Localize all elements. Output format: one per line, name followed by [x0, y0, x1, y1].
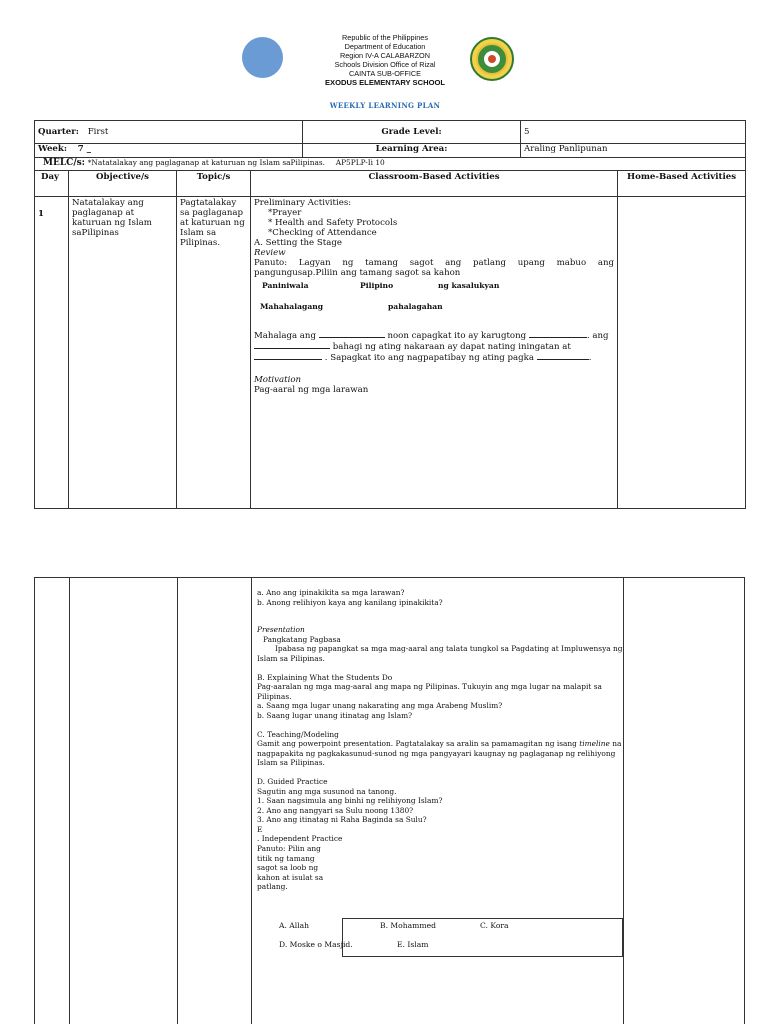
letterhead-line: Republic of the Philippines — [342, 33, 428, 42]
deped-logo — [242, 37, 283, 78]
col-classroom: Classroom-Based Activities — [251, 171, 618, 197]
answer-blank — [254, 341, 330, 349]
grade-value: 5 — [521, 121, 746, 144]
group-reading-text: Ipabasa ng papangkat sa mga mag-aaral ang talata tungkol sa Pagdating at Impluwensya ng Islam sa Pilipinas. — [257, 644, 623, 663]
fill-blank-sentence: . Sapagkat ito ang nagpapatibay ng ating pagka . — [254, 352, 614, 363]
continued-activities — [257, 588, 623, 892]
explaining-heading: B. Explaining What the Students Do — [257, 672, 393, 682]
melc-label: MELC/s: — [43, 158, 85, 168]
classroom-activities — [251, 197, 618, 509]
review-instructions: Panuto: Lagyan ng tamang sagot ang patlang upang mabuo ang pangungusap.Piliin ang tamang sagot sa kahon — [254, 258, 615, 278]
quarter-label: Quarter: — [38, 127, 79, 137]
option-c: C. Kora — [480, 921, 509, 930]
prayer-item: *Prayer — [268, 208, 302, 218]
answer-blank — [319, 330, 385, 338]
plan-title: WEEKLY LEARNING PLAN — [329, 101, 441, 110]
guided-question-1: 1. Saan nagsimula ang binhi ng relihiyong Islam? — [257, 796, 443, 806]
independent-heading: . Independent Practice — [257, 834, 343, 844]
sentence-part: . Sapagkat ito ang nagpapatibay ng ating pagka — [324, 353, 534, 363]
sentence-part: Mahalaga ang — [254, 331, 316, 341]
melc-cell — [35, 158, 746, 171]
col-topics: Topic/s — [177, 171, 251, 197]
quarter-cell — [35, 121, 303, 144]
health-item: * Health and Safety Protocols — [268, 218, 398, 228]
independent-letter: E — [257, 824, 263, 834]
letterhead-line: CAINTA SUB-OFFICE — [348, 69, 422, 78]
teaching-text-part: na nagpapakita ng pagkakasunud-sunod ng mga pangyayari kaugnay ng paglaganap ng relihiyong Islam sa Pilipinas. — [257, 739, 622, 768]
attendance-item: *Checking of Attendance — [268, 228, 377, 238]
guided-heading: D. Guided Practice — [257, 776, 328, 786]
melc-code: AP5PLP-Ii 10 — [335, 158, 385, 167]
lesson-plan-table — [34, 120, 746, 509]
col-objectives: Objective/s — [69, 171, 177, 197]
choice-word: Paniniwala — [262, 281, 309, 290]
option-b: B. Mohammed — [380, 921, 436, 930]
guided-text: Sagutin ang mga susunod na tanong. — [257, 786, 397, 796]
teaching-text-part: Gamit ang powerpoint presentation. Pagtatalakay sa aralin sa pamamagitan ng isang — [257, 739, 577, 749]
day-value: 1 — [35, 197, 69, 509]
setting-heading: A. Setting the Stage — [254, 238, 342, 248]
option-d: D. Moske o Masjid. — [279, 940, 353, 949]
fill-blank-sentence — [254, 341, 614, 352]
col-day: Day — [35, 171, 69, 197]
school-name: EXODUS ELEMENTARY SCHOOL — [324, 78, 446, 87]
teaching-heading: C. Teaching/Modeling — [257, 729, 339, 739]
choice-word: Pilipino — [360, 281, 394, 290]
prelim-heading: Preliminary Activities: — [254, 198, 352, 208]
explaining-question-b: b. Saang lugar unang itinatag ang Islam? — [257, 710, 413, 720]
choice-word: pahalagahan — [388, 302, 443, 311]
letterhead — [290, 33, 480, 87]
option-a: A. Allah — [279, 921, 310, 930]
answer-blank — [254, 352, 322, 360]
objective-text: Natatalakay ang paglaganap at katuruan ng Islam saPilipinas — [69, 197, 177, 509]
choice-word: ng kasalukyan — [438, 281, 500, 290]
topic-text: Pagtatalakay sa paglaganap at katuruan ng Islam sa Pilipinas. — [177, 197, 251, 509]
answer-blank — [537, 352, 589, 360]
review-heading: Review — [254, 248, 286, 258]
fill-blank-sentence — [254, 330, 614, 341]
sentence-part: . ang — [586, 331, 609, 341]
sentence-part: bahagi ng ating nakaraan ay dapat nating iningatan at — [332, 342, 571, 352]
teaching-text-part: timeline — [579, 739, 610, 749]
question-a: a. Ano ang ipinakikita sa mga larawan? — [257, 588, 405, 597]
word-choices — [254, 278, 614, 318]
letterhead-line: Schools Division Office of Rizal — [334, 60, 436, 69]
area-label: Learning Area: — [303, 144, 521, 158]
week-value: 7 _ — [77, 144, 92, 154]
motivation-text: Pag-aaral ng mga larawan — [254, 385, 369, 395]
presentation-heading: Presentation — [257, 625, 305, 635]
grade-label: Grade Level: — [303, 121, 521, 144]
guided-question-2: 2. Ano ang nangyari sa Sulu noong 1380? — [257, 805, 414, 815]
independent-instructions: Panuto: Pilin ang titik ng tamang sagot sa loob ng kahon at isulat sa patlang. — [257, 844, 324, 892]
area-value: Araling Panlipunan — [521, 144, 746, 158]
home-activities — [618, 197, 746, 509]
sentence-part: noon capagkat ito ay karugtong — [387, 331, 527, 341]
col-home: Home-Based Activities — [618, 171, 746, 197]
motivation-heading: Motivation — [254, 375, 302, 385]
option-e: E. Islam — [397, 940, 429, 949]
guided-question-3: 3. Ano ang itinatag ni Raha Baginda sa Sulu? — [257, 815, 427, 825]
melc-value: *Natatalakay ang paglaganap at katuruan ng Islam saPilipinas. — [87, 158, 325, 167]
letterhead-line: Region IV-A CALABARZON — [339, 51, 431, 60]
question-b: b. Anong relihiyon kaya ang kanilang ipinakikita? — [257, 597, 443, 607]
week-cell — [35, 144, 303, 158]
letterhead-line: Department of Education — [344, 42, 426, 51]
explaining-text: Pag-aaralan ng mga mag-aaral ang mapa ng Pilipinas. Tukuyin ang mga lugar na malapit sa Pilipinas. — [257, 682, 602, 701]
group-reading-heading: Pangkatang Pagbasa — [263, 634, 341, 644]
teaching-text — [257, 739, 623, 768]
answer-blank — [529, 330, 587, 338]
choice-word: Mahahalagang — [260, 302, 324, 311]
explaining-question-a: a. Saang mga lugar unang nakarating ang mga Arabeng Muslim? — [257, 701, 503, 711]
quarter-value: First — [87, 127, 109, 137]
week-label: Week: — [38, 144, 68, 154]
continuation-table — [34, 577, 745, 1024]
